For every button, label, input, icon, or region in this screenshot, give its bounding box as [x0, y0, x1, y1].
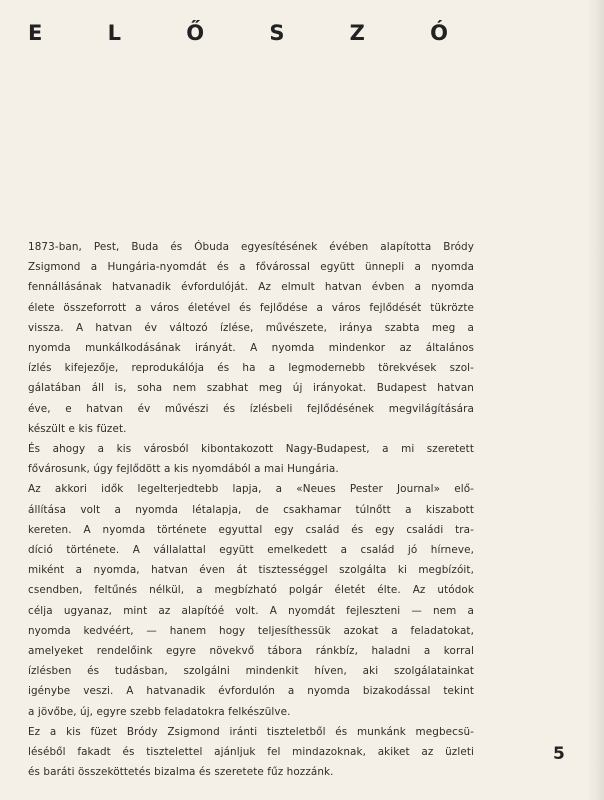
- text-line: vissza. A hatvan év változó ízlése, művészete, iránya szabta meg a: [28, 321, 474, 334]
- text-line: díció története. A vállalattal együtt emelkedett a család jó hírneve,: [28, 544, 474, 557]
- text-line: igénybe veszi. A hatvanadik évfordulón a nyomda bizakodással tekint: [28, 685, 474, 698]
- text-line: amelyeket rendelőink egyre növekvő tábora ránkbíz, haladni a korral: [28, 645, 474, 658]
- text-line: léséből fakadt és tisztelettel ajánljuk fel mindazoknak, akiket az üzleti: [28, 746, 474, 759]
- text-line: készült e kis füzet.: [28, 422, 127, 435]
- chapter-heading: [28, 18, 448, 48]
- text-line: nyomda kedvéért, — hanem hogy teljesíthessük azokat a feladatokat,: [28, 624, 474, 637]
- paragraph: [28, 237, 474, 439]
- heading-letter: L: [107, 21, 121, 45]
- text-line: nyomda munkálkodásának irányát. A nyomda mindenkor az általános: [28, 342, 474, 355]
- text-line: Az akkori idők legelterjedtebb lapja, a «Neues Pester Journal» elő-: [28, 483, 474, 496]
- text-line: Ez a kis füzet Bródy Zsigmond iránti tiszteletből és munkánk megbecsü-: [28, 725, 474, 738]
- text-line: célja ugyanaz, mint az alapítóé volt. A nyomdát fejleszteni — nem a: [28, 604, 474, 617]
- body-text: [28, 237, 474, 782]
- paragraph: [28, 439, 474, 479]
- heading-letter: Z: [349, 21, 365, 45]
- text-line: Zsigmond a Hungária-nyomdát és a fővárossal együtt ünnepli a nyomda: [28, 261, 474, 274]
- text-line: a jövőbe, új, egyre szebb feladatokra felkészülve.: [28, 705, 291, 718]
- text-line: és baráti összeköttetés bizalma és szeretete fűz hozzánk.: [28, 766, 334, 779]
- text-line: csendben, feltűnés nélkül, a megbízható polgár életét élte. Az utódok: [28, 584, 474, 597]
- page-number: 5: [553, 744, 565, 764]
- text-line: ízlés kifejezője, reprodukálója és ha a legmodernebb törekvések szol-: [28, 362, 474, 375]
- paragraph: [28, 479, 474, 721]
- heading-letter: S: [269, 21, 285, 45]
- text-line: 1873-ban, Pest, Buda és Óbuda egyesítésének évében alapította Bródy: [28, 241, 474, 253]
- heading-letter: E: [28, 21, 43, 45]
- text-line: éve, e hatvan év művészi és ízlésbeli fejlődésének megvilágítására: [28, 402, 474, 415]
- heading-letter: Ő: [186, 21, 205, 45]
- paragraph: [28, 722, 474, 783]
- text-line: állítása volt a nyomda létalapja, de csakhamar túlnőtt a kiszabott: [28, 503, 474, 516]
- text-line: élete összeforrott a város életével és fejlődése a város fejlődését tükrözte: [28, 301, 474, 314]
- text-line: És ahogy a kis városból kibontakozott Nagy-Budapest, a mi szeretett: [28, 443, 474, 456]
- text-line: gálatában áll is, soha nem szabhat meg új irányokat. Budapest hatvan: [28, 382, 474, 395]
- text-line: fennállásának hatvanadik évfordulóját. Az elmult hatvan évben a nyomda: [28, 281, 474, 294]
- text-line: fővárosunk, úgy fejlődött a kis nyomdából a mai Hungária.: [28, 463, 339, 476]
- text-line: kereten. A nyomda története egyuttal egy család és egy családi tra-: [28, 523, 474, 536]
- text-line: miként a nyomda, hatvan éven át tisztességgel szolgálta ki megbízóit,: [28, 564, 474, 577]
- heading-letter: Ó: [430, 21, 448, 45]
- text-line: ízlésben és tudásban, szolgálni mindenkit híven, aki szolgálatainkat: [28, 665, 474, 678]
- page-edge-shadow: [586, 0, 604, 800]
